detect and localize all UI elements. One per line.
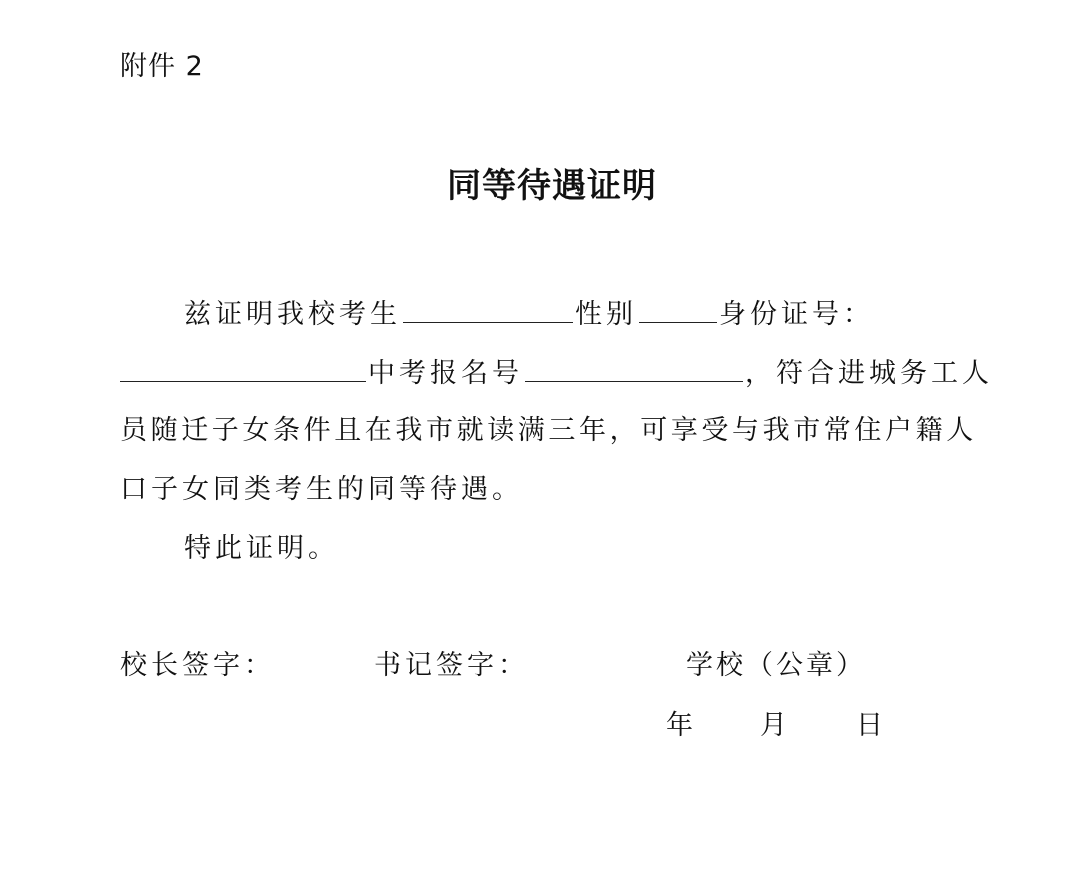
gender-blank[interactable] [639, 295, 717, 323]
body-line-4: 口子女同类考生的同等待遇。 [120, 474, 523, 505]
body-line-3: 员随迁子女条件且在我市就读满三年，可享受与我市常住户籍人 [120, 415, 977, 446]
date-month-label: 月 [760, 710, 791, 741]
closing-text: 特此证明。 [184, 533, 339, 564]
exam-registration-label: 中考报名号 [368, 358, 523, 389]
attachment-label: 附件 2 [120, 51, 204, 82]
body-line-2 [120, 354, 993, 392]
secretary-signature-label: 书记签字： [374, 650, 529, 681]
id-number-blank[interactable] [120, 354, 366, 382]
date-year-label: 年 [666, 710, 697, 741]
id-number-label: 身份证号： [719, 299, 874, 330]
certify-student-text: 兹证明我校考生 [184, 299, 401, 330]
body-line-1 [184, 295, 874, 333]
school-seal-label: 学校（公章） [686, 650, 866, 681]
body-line-2-suffix: ，符合进城务工人 [745, 358, 993, 389]
student-name-blank[interactable] [403, 295, 573, 323]
gender-label: 性别 [575, 299, 637, 330]
date-day-label: 日 [856, 710, 887, 741]
exam-registration-blank[interactable] [525, 354, 743, 382]
document-title: 同等待遇证明 [447, 166, 657, 206]
principal-signature-label: 校长签字： [120, 650, 275, 681]
